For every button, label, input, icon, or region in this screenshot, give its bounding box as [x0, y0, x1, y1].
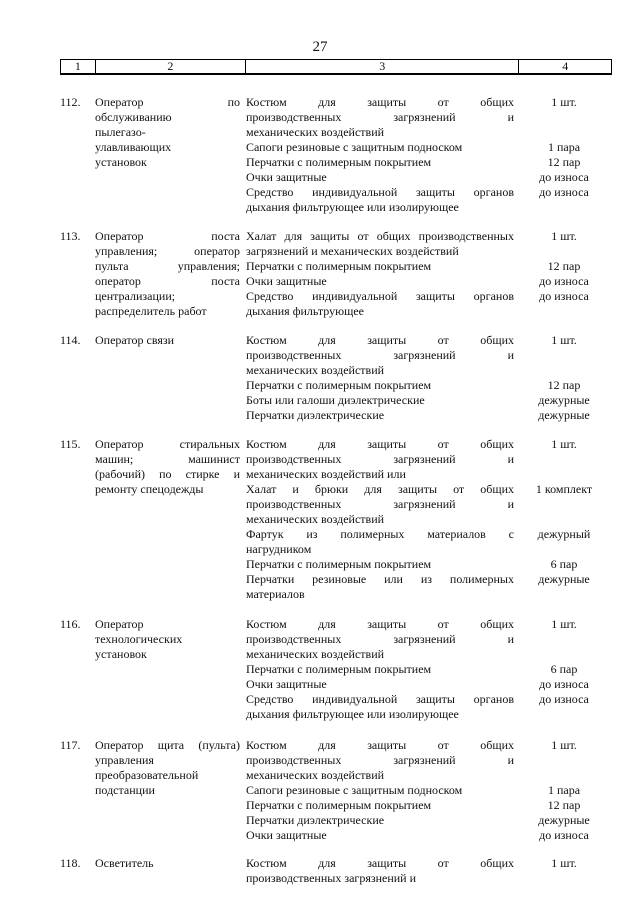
item-line: Сапоги резиновые с защитным подноском	[246, 140, 463, 154]
item-quantity: 6 пар	[550, 662, 578, 676]
item-line: Перчатки диэлектрические	[246, 408, 385, 422]
protective-item	[246, 378, 514, 393]
item-line: производственных загрязнений и	[246, 871, 417, 885]
protective-item	[246, 527, 514, 557]
item-line: Перчатки резиновые или из полимерных	[246, 572, 514, 586]
protective-item	[246, 738, 514, 783]
item-line: механических воздействий или	[246, 467, 406, 481]
protective-item	[246, 677, 514, 692]
item-line: Перчатки с полимерным покрытием	[246, 259, 432, 273]
item-line: Перчатки с полимерным покрытием	[246, 557, 432, 571]
profession-line: Оператор щита (пульта)	[95, 738, 240, 752]
item-quantity: дежурные	[538, 408, 590, 422]
protective-item	[246, 662, 514, 677]
item-line: Халат для защиты от общих производственных	[246, 229, 514, 243]
item-line: производственных загрязнений и	[246, 348, 514, 362]
column-1-header: 1	[61, 60, 96, 75]
profession-line: преобразовательной	[95, 768, 199, 782]
protective-item	[246, 185, 514, 215]
item-line: Очки защитные	[246, 170, 327, 184]
item-quantity: 1 шт.	[551, 95, 577, 109]
item-line: Сапоги резиновые с защитным подноском	[246, 783, 463, 797]
protective-item	[246, 229, 514, 259]
profession-line: Оператор стиральных	[95, 437, 240, 451]
column-3-header: 3	[246, 60, 519, 75]
item-quantity: 12 пар	[547, 259, 581, 273]
protective-item	[246, 408, 514, 423]
item-line: механических воздействий	[246, 768, 385, 782]
item-line: механических воздействий	[246, 512, 385, 526]
item-line: Средство индивидуальной защиты органов	[246, 692, 514, 706]
profession-name	[95, 738, 240, 798]
profession-line: технологических	[95, 632, 183, 646]
item-line: Халат и брюки для защиты от общих	[246, 482, 514, 496]
item-line: Костюм для защиты от общих	[246, 333, 514, 347]
profession-line: улавливающих	[95, 140, 172, 154]
profession-name	[95, 229, 240, 319]
profession-line: машин; машинист	[95, 452, 240, 466]
item-quantity: до износа	[539, 185, 589, 199]
item-quantity: 1 пара	[547, 140, 581, 154]
item-quantity: 1 комплект	[535, 482, 593, 496]
item-line: Боты или галоши диэлектрические	[246, 393, 425, 407]
item-quantity: до износа	[539, 692, 589, 706]
protective-item	[246, 692, 514, 722]
profession-line: пылегазо-	[95, 125, 146, 139]
item-quantity: 1 шт.	[551, 617, 577, 631]
item-line: Средство индивидуальной защиты органов	[246, 185, 514, 199]
item-line: Перчатки с полимерным покрытием	[246, 155, 432, 169]
item-quantity: дежурные	[538, 813, 590, 827]
profession-name	[95, 856, 240, 871]
item-line: Перчатки с полимерным покрытием	[246, 798, 432, 812]
protective-item	[246, 437, 514, 482]
protective-item	[246, 289, 514, 319]
profession-line: (рабочий) по стирке и	[95, 467, 240, 481]
item-quantity: до износа	[539, 274, 589, 288]
item-line: Костюм для защиты от общих	[246, 738, 514, 752]
profession-line: управления	[95, 753, 154, 767]
row-number: 118.	[60, 856, 81, 870]
protective-item	[246, 856, 514, 886]
protective-item	[246, 333, 514, 378]
profession-line: управления; оператор	[95, 244, 240, 258]
item-line: производственных загрязнений и	[246, 497, 514, 511]
profession-line: установок	[95, 647, 147, 661]
item-line: Очки защитные	[246, 677, 327, 691]
item-line: производственных загрязнений и	[246, 753, 514, 767]
profession-name	[95, 95, 240, 170]
item-quantity: 6 пар	[550, 557, 578, 571]
profession-line: пульта управления;	[95, 259, 240, 273]
protective-item	[246, 813, 514, 828]
item-quantity: 1 шт.	[551, 333, 577, 347]
protective-item	[246, 557, 514, 572]
item-line: механических воздействий	[246, 647, 385, 661]
item-line: Очки защитные	[246, 274, 327, 288]
item-quantity: до износа	[539, 828, 589, 842]
item-line: дыхания фильтрующее или изолирующее	[246, 200, 459, 214]
protective-item	[246, 170, 514, 185]
profession-line: подстанции	[95, 783, 155, 797]
item-line: Костюм для защиты от общих	[246, 617, 514, 631]
protective-item	[246, 828, 514, 843]
row-number: 117.	[60, 738, 81, 752]
item-quantity: 1 шт.	[551, 738, 577, 752]
item-quantity: до износа	[539, 677, 589, 691]
item-quantity: 12 пар	[547, 155, 581, 169]
profession-line: Оператор по	[95, 95, 240, 109]
item-quantity: 12 пар	[547, 798, 581, 812]
profession-line: оператор поста	[95, 274, 240, 288]
item-quantity: дежурный	[537, 527, 591, 541]
protective-item	[246, 95, 514, 140]
item-line: материалов	[246, 587, 305, 601]
item-quantity: до износа	[539, 170, 589, 184]
row-number: 113.	[60, 229, 81, 243]
item-quantity: 1 пара	[547, 783, 581, 797]
protective-item	[246, 617, 514, 662]
item-line: Очки защитные	[246, 828, 327, 842]
row-number: 112.	[60, 95, 81, 109]
profession-line: Оператор поста	[95, 229, 240, 243]
protective-item	[246, 259, 514, 274]
row-number: 114.	[60, 333, 81, 347]
row-number: 115.	[60, 437, 81, 451]
item-quantity: дежурные	[538, 393, 590, 407]
profession-name	[95, 437, 240, 497]
protective-item	[246, 393, 514, 408]
item-line: механических воздействий	[246, 363, 385, 377]
item-quantity: 12 пар	[547, 378, 581, 392]
item-quantity: 1 шт.	[551, 856, 577, 870]
protective-item	[246, 783, 514, 798]
profession-line: установок	[95, 155, 147, 169]
item-quantity: 1 шт.	[551, 437, 577, 451]
item-line: Средство индивидуальной защиты органов	[246, 289, 514, 303]
item-line: нагрудником	[246, 542, 312, 556]
protective-item	[246, 140, 514, 155]
item-quantity: 1 шт.	[551, 229, 577, 243]
profession-name	[95, 333, 240, 348]
protective-item	[246, 274, 514, 289]
protective-item	[246, 482, 514, 527]
item-line: Костюм для защиты от общих	[246, 856, 514, 870]
item-quantity: до износа	[539, 289, 589, 303]
profession-line: обслуживанию	[95, 110, 172, 124]
column-header-row	[60, 59, 612, 75]
profession-name	[95, 617, 240, 662]
profession-line: централизации;	[95, 289, 176, 303]
item-line: дыхания фильтрующее или изолирующее	[246, 707, 459, 721]
item-line: механических воздействий	[246, 125, 385, 139]
protective-item	[246, 572, 514, 602]
item-line: Перчатки с полимерным покрытием	[246, 662, 432, 676]
item-line: Костюм для защиты от общих	[246, 95, 514, 109]
item-line: Костюм для защиты от общих	[246, 437, 514, 451]
item-quantity: дежурные	[538, 572, 590, 586]
item-line: загрязнений и механических воздействий	[246, 244, 459, 258]
item-line: Перчатки с полимерным покрытием	[246, 378, 432, 392]
item-line: производственных загрязнений и	[246, 632, 514, 646]
item-line: производственных загрязнений и	[246, 110, 514, 124]
protective-item	[246, 798, 514, 813]
protective-item	[246, 155, 514, 170]
row-number: 116.	[60, 617, 81, 631]
profession-line: распределитель работ	[95, 304, 207, 318]
profession-line: Оператор	[95, 617, 144, 631]
item-line: производственных загрязнений и	[246, 452, 514, 466]
column-4-header: 4	[519, 60, 612, 75]
item-line: Перчатки диэлектрические	[246, 813, 385, 827]
column-2-header: 2	[95, 60, 245, 75]
page-number: 27	[312, 39, 328, 55]
profession-line: Осветитель	[95, 856, 154, 870]
profession-line: ремонту спецодежды	[95, 482, 204, 496]
item-line: дыхания фильтрующее	[246, 304, 364, 318]
item-line: Фартук из полимерных материалов с	[246, 527, 514, 541]
profession-line: Оператор связи	[95, 333, 175, 347]
